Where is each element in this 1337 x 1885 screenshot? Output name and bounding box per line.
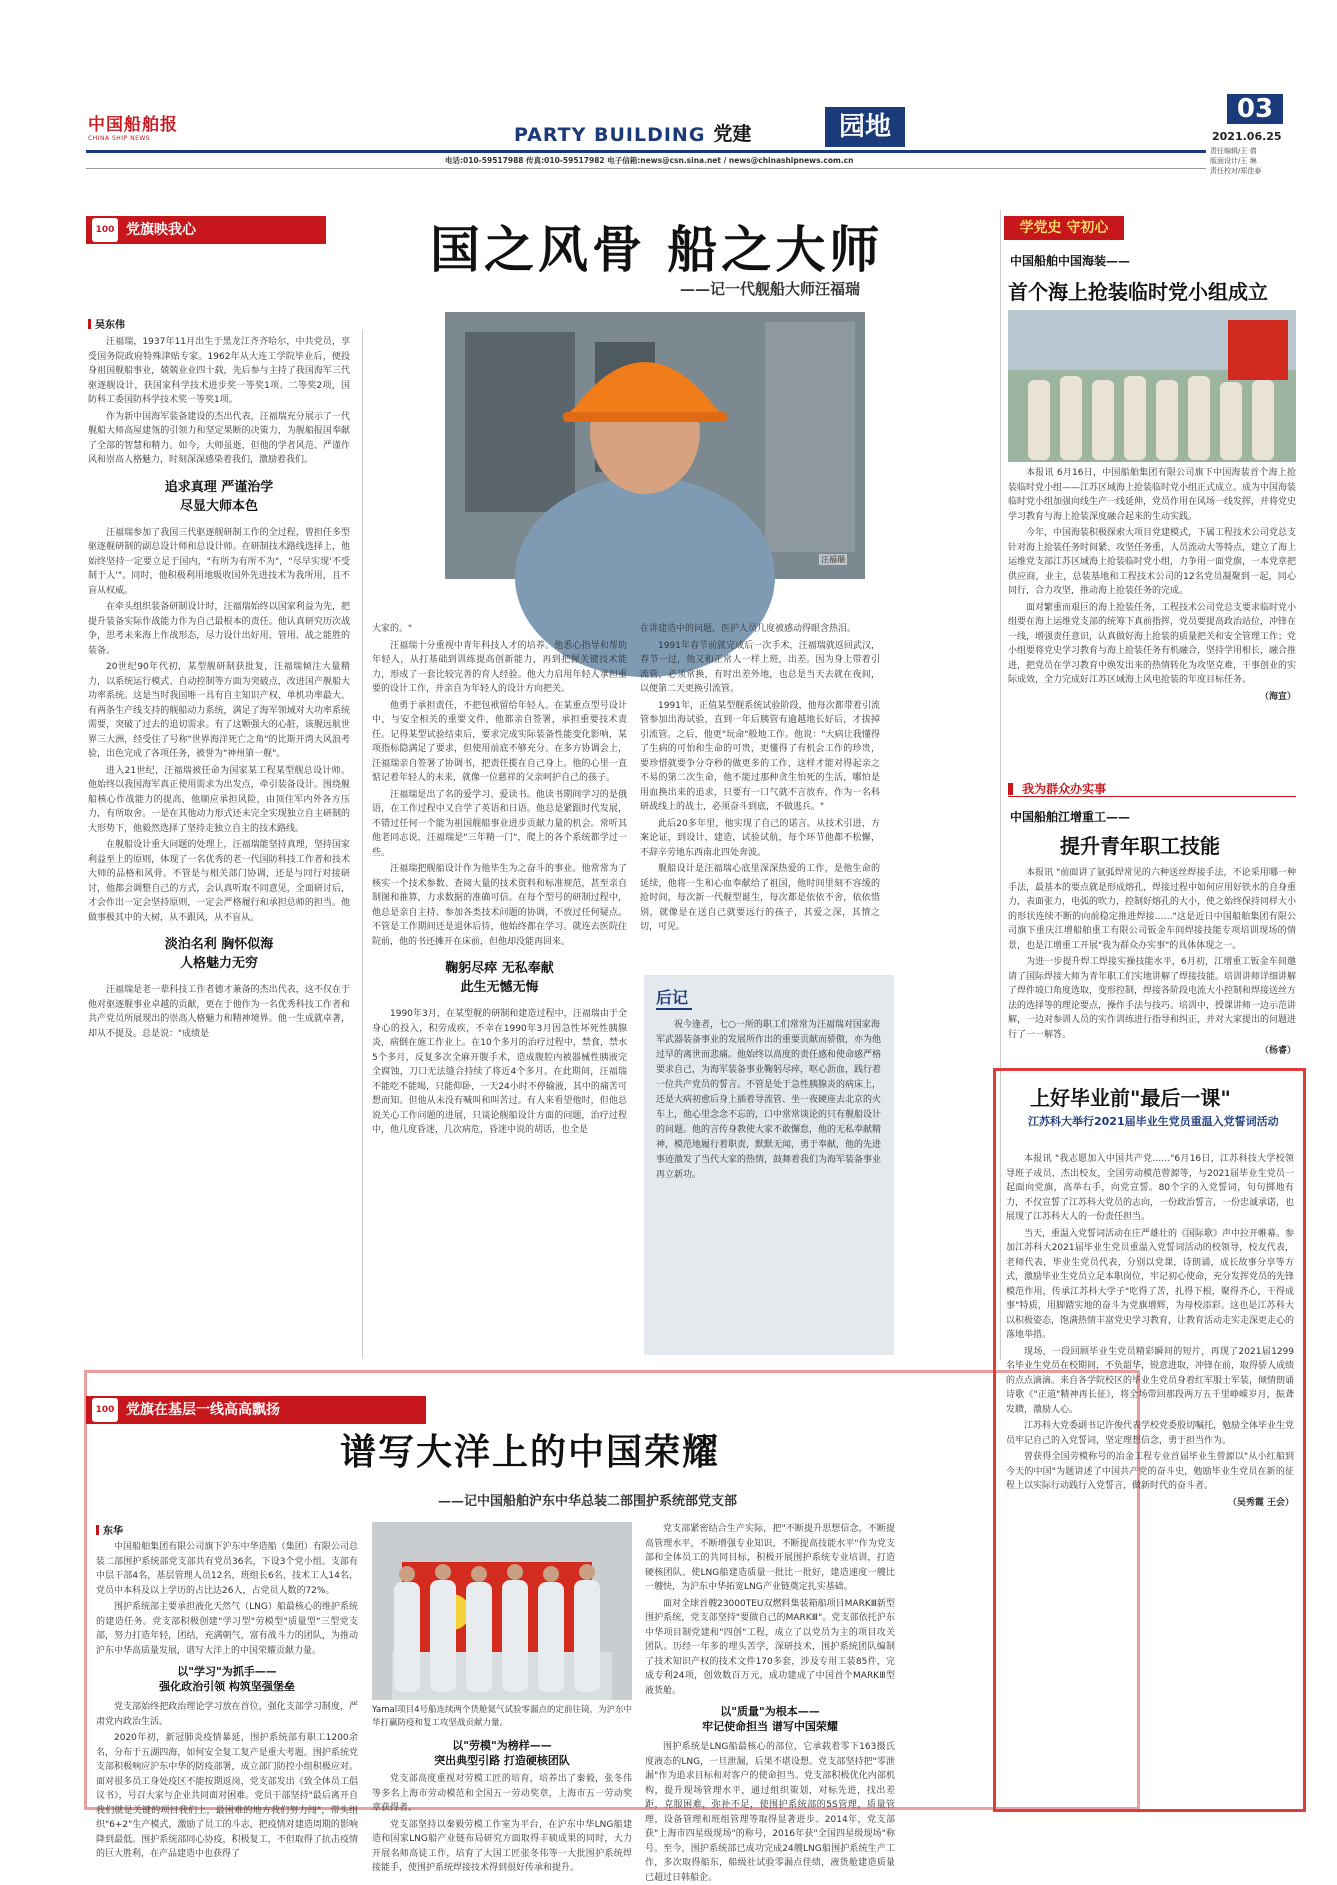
contact-line: 电话:010-59517988 传真:010-59517982 电子信箱:news@csn.sina.net / news@chinashipnews.com.cn [445, 156, 854, 165]
bottom-title: 谱写大洋上的中国荣耀 [340, 1431, 721, 1473]
bottom-col-3: 党支部紧密结合生产实际，把"不断提升思想信念，不断提高管理水平，不断增强专业知识，不断提高技能水平"作为党支部和全体员工的共同目标，积极开展围护系统专业培训，打造硬核团队。使LNG船建造质量一批比一批好，建造速度一艘比一艘快，为沪东中华拓宽LNG产业链奠定扎实基础。 面对全球首艘23000TEU双燃料集装箱船项目MARKⅢ新型围护系统，党支部坚持"要做自己的MARKⅢ"。党支部依托沪东中华项目制党建和"四创"工程，成立了以党员为主的项目攻关团队。历经一年多的埋头苦学，深研技术，围护系统团队编制了技术知识产权的技术文件170多套，涉及专用工装85件，完成专利24项，创效数百万元，成功建成了中国首个MARKⅢ型液货舱。 以"质量"为根本—— 牢记使命担当 谱写中国荣耀 围护系统是LNG船最核心的部位，它承载着零下163摄氏度液态的LNG，一旦泄漏，后果不堪设想。党支部坚持把"零泄漏"作为追求目标和对客户的使命担当。党支部积极优化内部机构，提升现场管理水平，通过组织策划，对标先进，找出差距，克服困难，弥补不足，使围护系统部的5S管理，质量管理，设备管理和班组管理等取得显著进步。2014年，党支部获"上海市四星级现场"的称号，2016年获"全国四星级现场"称号。至今，围护系统部已成功完成24艘LNG船围护系统生产工作，多次取得船东，船级社试验零漏点佳绩，液货舱建造质量已超过日韩船企。 [645, 1524, 895, 1883]
right-top-body: 本报讯 6月16日，中国船舶集团有限公司旗下中国海装首个海上抢装临时党小组——江苏区域海上抢装临时党小组正式成立。成为中国海装临时党小组加强向线生产一线延伸，党员作用在风场一线发挥，并将党史学习教育与海上抢装深度融合起来的生动实践。 今年，中国海装积极探索大项目党建模式，下属工程技术公司党总支针对海上抢装任务时间紧、攻坚任务重，人员流动大等特点，建立了海上运维党支部江苏区域海上抢装临时党小组，力争用一面党旗，一本党章把供应商，业主，总装基地和工程技术公司的12名党员凝聚到一起，同心同行，合力攻坚，推动海上抢装任务的完成。 面对繁重而艰巨的海上抢装任务，工程技术公司党总支要求临时党小组要在海上运维党支部的统筹下真前指挥，党员要提高政治站位，冲锋在一线，增强责任意识，认真做好海上抢装的质量把关和安全管理工作；党小组要将党史学习教育与海上抢装任务有机融合，坚持学用相长，融合推进，把党员在学习教育中焕发出来的热情转化为攻坚克难，干事创业的实际成效，全力完成好江苏区域海上风电抢装的年度目标任务。 （海宣） [1008, 466, 1296, 766]
right-bottom-title: 上好毕业前"最后一课" [1030, 1086, 1231, 1110]
team-photo-caption: Yamal项目4号船连续两个货舱氦气试验零漏点的定前往镜，为沪东中华打赢防疫和复工攻坚战贡献力量。 [372, 1705, 632, 1728]
centenary-badge-icon: 100 [92, 218, 118, 242]
feature-col-3: 在讲建造中的问题，医护人员几度被感动得眼含热泪。 1991年春节前就完成后一次手术，汪福瑞就返回武汉，春节一过，他又和正常人一样上班，出差。因为身上带着引流管，必须常换，有时出差外地，也总是当天去就在夜间，以便第二天更换引流管。 1991年，正值某型舰系统试验阶段，他每次都带着引流管参加出海试验，直到一年后胰管有逾越地长好后，才拔掉引流管。之后，他更"玩命"般地工作。他说："大病让我懂得了生病的可怕和生命的可贵，更懂得了有机会工作的珍贵，要珍惜就要争分夺秒的做更多的工作，这样才能对得起亲之不易的第二次生命，他不能过那种贪生怕死的生活，哪怕是用血换出来的追求，只要有一口气就不言放弃，作为一名科研战线上的战士，必须奋斗到底，不做逃兵。" 此后20多年里，他实现了自己的诺言。从技术引进，方案论证，到设计，建造，试验试航，每个环节他都不松懈，不辞辛劳地东西南北四处奔波。 舰船设计是汪福瑞心底里深深热爱的工作，是他生命的延续，他将一生和心血奉献给了祖国，他时间里刻不容缓的抢时间，每次新一代舰型诞生，每次都是依依不舍，依依惜别，就像是在送自己就要远行的孩子，其爱之深，其情之切，可见。 [640, 624, 880, 932]
right-mid-marker [1008, 783, 1013, 795]
logo-en: CHINA SHIP NEWS [88, 135, 151, 142]
section-tag: 园地 [825, 107, 905, 147]
section-cn: 党建 [713, 123, 752, 145]
bottom-col-1: 中国船舶集团有限公司旗下沪东中华造船（集团）有限公司总装二部围护系统部党支部共有党员36名，下设3个党小组。支部有中层干部4名，基层管理人员12名，班组长6名，技术工人14名，党员中本科及以上学历的占比达26人，占党员人数的72%。 围护系统部主要承担液化天然气（LNG）船最核心的维护系统的建造任务。党支部积极创建"学习型"劳模型"质量型"三型党支部，努力打造年轻，团结，充满朝气，富有战斗力的团队，为推动沪东中华高质量发展，谱写大洋上的中国荣耀贡献力量。 以"学习"为抓手—— 强化政治引领 构筑坚强堡垒 党支部始终把政治理论学习放在首位，强化支部学习制度，严肃党内政治生活。 2020年初，新冠肺炎疫情暴延，围护系统部有职工1200余名，分布于五湖四海，如何安全复工复产是重大考题。围护系统党支部积极响应沪东中华的防疫部署，成立部门防控小组积极应对。面对很多员工身处疫区不能按期返岗，党支部发出《致全体员工倡议书》，号召大家与企业共同面对困难。党员干部坚持"最后离开自我们就是关键的项目我们上，最困难的地方我们努力闯"，带头组织"6+2"生产模式，激励了员工的斗志，把疫情对建造周期的影响降到最低。围护系统部同心协疫，积极复工，不但取得了抗击疫情的巨大胜利，在产品建造中也获得了 [96, 1542, 358, 1859]
right-mid-kicker: 中国船舶江增重工—— [1010, 810, 1131, 824]
right-top-title: 首个海上抢装临时党小组成立 [1008, 280, 1268, 304]
right-bottom-signature: （吴秀霞 王会） [1227, 1497, 1294, 1508]
afterword-text: 祝今逢者，七○一所的职工们常常为汪福瑞对国家海军武器装备事业的发展所作出的重要贡献而骄傲，亦为他过早的离世而悲痛。他始终以高度的责任感和使命感严格要求自己，为海军装备事业鞠躬尽瘁，呕心沥血，践行着一位共产党员的誓言。不管是处于急性胰腺炎的病床上，还是大病初愈后身上插着导流管、坐一夜硬座去北京的火车上，他心里念念不忘的，口中常常谈论的只有舰船设计的问题。他的言传身教使大家不敢懈怠，他的无私奉献精神，模范地履行着职责，默默无闻，勇于奉献，他的先进事迹激发了当代大家的热情，鼓舞着我们为海军装备事业再立新功。 [656, 1020, 882, 1180]
right-bottom-body: 本报讯 "我志愿加入中国共产党……"6月16日，江苏科技大学校领导班子成员，杰出校友，全国劳动模范曾源等，与2021届毕业生党员一起面向党旗，高举右手，向党宣誓。80个字的入党誓词，句句掷地有力，不仅宣誓了江苏科大党员的志向，一份政治誓言，一份忠诚承诺，也展现了江苏科大人的一份责任担当。 当天，重温入党誓词活动在庄严雄壮的《国际歌》声中拉开帷幕。参加江苏科大2021届毕业生党员重温入党誓词活动的校领导，校友代表，老师代表，毕业生党员代表，分别以党课，诗朗诵，成长故事分享等方式，激励毕业生党员立足本职岗位，牢记初心使命，充分发挥党员的先锋模范作用，传承江苏科大学子"吃得了苦，扎得下根，聚得齐心，干得成事"特质，用脚踏实地的奋斗为党旗增辉，为母校添彩。这也是江苏科大以积极姿态，饱满热情丰富党史学习教育，让教育活动走实走深更走心的落地举措。 现场，一段回顾毕业生党员精彩瞬间的短片，再现了2021届1299名毕业生党员在校期间，不负韶华，锐意进取，冲锋在前，取得骄人成绩的点点滴滴。来自各学院校区的毕业生党员身着红军服士军装，倾情朗诵诗歌《"正道"精神再长征》，将全场带回那段两万五千里峥嵘岁月，振聋发聩，激励人心。 江苏科大党委副书记许俊代表学校党委殷切嘱托，勉励全体毕业生党员牢记自己的入党誓词，坚定理想信念，勇于担当作为。 曾获得全国劳模称号的冶金工程专业首届毕业生曾源以"从小红船到今天的中国"为题讲述了中国共产党的奋斗史，勉励毕业生党员在新的征程上以实际行动践行入党誓言，做新时代的奋斗者。 （吴秀霞 王会） [1006, 1152, 1294, 1802]
issue-date: 2021.06.25 [1212, 130, 1282, 143]
header-rule-blue [86, 150, 1206, 153]
right-top-label: 学党史 守初心 [1004, 216, 1124, 240]
centenary-badge-icon-2: 100 [92, 1398, 118, 1422]
right-top-signature: （海宣） [1259, 691, 1296, 702]
feature-col-1: 汪福瑞，1937年11月出生于黑龙江齐齐哈尔，中共党员，享受国务院政府特殊津贴专家。1962年从大连工学院毕业后，便投身祖国舰船事业，兢兢业业四十载，先后参与主持了我国海军三代驱逐舰设计，获国家科学技术进步奖一等奖1项、二等奖2项，国防科工委国防科学技术奖一等奖1项。 作为新中国海军装备建设的杰出代表，汪福瑞充分展示了一代舰船大师高屋建瓴的引领力和坚定果断的决策力，为舰船报国奉献了全部的智慧和精力。如今，大师虽逝，但他的学者风范、严谨作风和崇高人格魅力，时刻深深感染着我们，激励着我们。 追求真理 严谨治学 尽显大师本色 汪福瑞参加了我国三代驱逐舰研制工作的全过程，曾担任多型驱逐舰研制的副总设计师和总设计师。在研制技术路线选择上，他始终坚持一定要立足于国内，"有所为有所不为"，"尽早实现'不受制于人'"。同时，他积极利用地吸收国外先进技术为我所用，且不盲从权威。 在牵头组织装备研制设计时，汪福瑞始终以国家利益为先，把提升装备实际作战能力作为自己最根本的责任。他认真研究历次战争，思考未来海上作战形态，尽力设计出好用、管用、战之能胜的装备。 20世纪90年代初，某型舰研制获批复，汪福瑞倾注大量精力，以系统运行模式、自动控制等方面为突破点，改进国产舰船大功率系统。这是当时我国唯一具有自主知识产权、单机功率最大、有两条生产线支持的舰船动力系统，满足了海军领域对大功率系统需要，突破了过去的追切需求。有了这颗强大的心脏，该舰远航世界三大洲，经受住了号称"世界海洋死亡之角"的比斯开湾大风浪考验，出色完成了各项任务，被誉为"神州第一舰"。 进入21世纪，汪福瑞被任命为国家某工程某型舰总设计师。他始终以我国海军真正使用需求为出发点，牵引装备设计。围绕舰船核心作战能力的提高，他顺应承担风险，由顶住军内外各方压力，有所取舍。一是在其他动力形式还未完全实现独立自主研制的大形势下，他毅然选择了坚持走独立自主的技术路线。 在舰船设计重大问题的处理上，汪福瑞能坚持真理，坚持国家利益至上的原则，体现了一名优秀的老一代国防科技工作者和技术大师的品格和风骨。不管是与相关部门协调，还是与同行对接研讨，他都会调整自己的方式，会认真听取不同意见，全面研讨后，才会作出一定会坚持原则，一定会严格履行和承担总师的担当。他做事极其中的大树，从不跟风，从不盲从。 淡泊名利 胸怀似海 人格魅力无穷 汪福瑞是老一辈科技工作者德才兼备的杰出代表，这不仅在于他对驱逐舰事业卓越的贡献，更在于他作为一名优秀科技工作者和共产党员所展现出的崇高人格魅力和精神境界。他一生成就卓著，却从不提及。总是说："成绩是 [88, 337, 350, 1039]
masthead-logo [88, 110, 178, 142]
right-bottom-subtitle: 江苏科大举行2021届毕业生党员重温入党誓词活动 [1028, 1115, 1279, 1128]
right-mid-title: 提升青年职工技能 [1060, 834, 1220, 858]
bottom-col-2: 以"劳模"为榜样—— 突出典型引路 打造硬核团队 党支部高度重视对劳模工匠的培育，培养出了秦毅，张冬伟等多名上海市劳动模范和全国五一劳动奖章，上海市五一劳动奖章获得者。 党支部坚持以秦毅劳模工作室为平台，在沪东中华LNG船建造和国家LNG船产业链布局研究方面取得丰硕成果的同时，大力开展名师高徒工作，培育了大国工匠张冬伟等一大批围护系统焊接能手，使围护系统焊接技术得到很好传承和提升。 [372, 1739, 632, 1873]
right-mid-label: 我为群众办实事 [1008, 778, 1296, 797]
section-label-left: 100 党旗映我心 [86, 216, 326, 244]
subhead-3: 鞠躬尽瘁 无私奉献 此生无憾无悔 [445, 961, 554, 995]
portrait-figure-icon [445, 312, 865, 579]
header-rule-thin [86, 168, 1206, 169]
bottom-subhead-2: 以"劳模"为榜样—— 突出典型引路 打造硬核团队 [434, 1739, 570, 1767]
section-en: PARTY BUILDING [514, 124, 706, 146]
column-divider [362, 330, 363, 1358]
subhead-1: 追求真理 严谨治学 尽显大师本色 [164, 479, 274, 514]
logo-cn: 中国船舶报 [88, 115, 178, 135]
feature-author: 吴东伟 [88, 316, 125, 331]
right-mid-signature: （杨睿） [1259, 1046, 1296, 1056]
bottom-subhead-1: 以"学习"为抓手—— 强化政治引领 构筑坚强堡垒 [159, 1665, 295, 1693]
right-top-kicker: 中国船舶中国海装—— [1010, 254, 1131, 268]
afterword-title: 后记 [656, 985, 692, 1010]
section-label-bottom: 100 党旗在基层一线高高飘扬 [86, 1396, 426, 1424]
feature-title: 国之风骨 船之大师 [430, 220, 884, 279]
photo-caption: 汪福瑞 [821, 555, 845, 564]
right-top-photo [1008, 310, 1296, 462]
feature-subtitle: ——记一代舰船大师汪福瑞 [680, 280, 861, 298]
right-mid-body: 本报讯 "前面讲了氩弧焊常见的六种送丝焊接手法，不论采用哪一种手法，最基本的要点就是形成熔孔，焊接过程中如何应用好铁水的自身重力，表面张力，电弧的吹力，控制好熔孔的大小，使之始终保持同样大小的形状连续不断的向前稳定推进焊接……"这是近日中国船舶集团有限公司旗下重庆江增船舶重工有限公司钣金车间焊接技能专项培训现场的情景，也是江增重工开展"我为群众办实事"的具体体现之一。 为进一步提升焊工焊接实操技能水平，6月初，江增重工钣金车间邀请了国际焊接大师为青年职工们实地讲解了焊接技能。培训讲师详细讲解了焊件坡口角度选取，变形控制，焊接各阶段电流大小控制和焊接送丝方法的选择等的理论要点，操作手法与技巧。培训中，授课讲师一边示范讲解，一边对参训人员的实作训练进行指导和纠正，并对大家提出的问题进行了一一解答。 （杨睿） [1008, 866, 1296, 1056]
bottom-subtitle: ——记中国船舶沪东中华总装二部围护系统部党支部 [438, 1494, 738, 1509]
editors: 责任编辑/王 倩 版面设计/王 琳 责任校对/郑佳泰 [1210, 147, 1262, 175]
team-flag-icon [372, 1522, 632, 1700]
group-photo-flag-icon [1008, 310, 1296, 462]
feature-col-2: 大家的。" 汪福瑞十分重视中青年科技人才的培养。他悉心指导和帮助年轻人，从打基础到训练提高创新能力，再到把握关键技术能力，形成了一套比较完善的育人经验。他大力启用年轻人承担重要的设计工作，并亲自为年轻人的设计方向把关。 他勇于承担责任，不把包袱留给年轻人。在某重点型号设计中，与安全相关的重要文件，他都亲自签署，承担重要技术责任。记得某型试验结束后，要求完成实际装备性能变化影响，某项指标隐满足了要求，但使用前底不够充分。在多方协调会上，汪福瑞亲自签署了协调书，把责任揽在自己身上。他的心里一直惦记着年轻人的未来，就像一位慈祥的父亲呵护自己的孩子。 汪福瑞是出了名的爱学习、爱读书。他读书期间学习的是俄语，在工作过程中又自学了英语和日语。他总是紧跟时代发展，不错过任何一个能为祖国舰船事业进步贡献力量的机会。常听其他老同志说，汪福瑞是"三年精一门"，爬上的各个系统都学过一些。 汪福瑞把舰船设计作为他毕生为之奋斗的事业。他常常为了核实一个技术参数、查阅大量的技术资料和标准规范，甚至亲自制图和推算，力求数据的准确可信。在每个型号的研制过程中，他总是亲自主持、参加各类技术问题的协调，不放过任何疑点。不管是工作期间还是退休后待，他始终都在学习。就连去医院住院前，他的书还摊开在床前，但他却没能再回来。 鞠躬尽瘁 无私奉献 此生无憾无悔 1990年3月，在某型舰的研制和建造过程中，汪福瑞由于全身心的投入，积劳成疾，不幸在1990年3月因急性坏死性胰腺炎，病倒在施工作业上。在10个多月的治疗过程中，禁食，禁水5个多月，反复多次全麻开腹手术，造成腹腔内被器械性胰液完全腐蚀，刀口无法缝合持续了将近4个多月。在此期间，汪福瑞不能吃不能喝，只能仰卧，一天24小时不停输液，其中的痛苦可想而知。但他从未没有喊叫和叫苦过。有人来看望他时，但他总说关心工作问题的进展，只谈论舰船设计方面的问题，治疗过程中，他几度昏迷，几次病危，昏迷中说的胡话，也全是 [372, 624, 627, 1135]
portrait-photo [445, 312, 865, 579]
team-photo [372, 1522, 632, 1700]
bottom-subhead-3: 以"质量"为根本—— 牢记使命担当 谱写中国荣耀 [702, 1705, 838, 1733]
afterword-box [644, 975, 894, 1355]
subhead-2: 淡泊名利 胸怀似海 人格魅力无穷 [164, 937, 274, 971]
bottom-author: 东华 [96, 1522, 123, 1537]
section-header [514, 112, 751, 146]
page-number: 03 [1227, 94, 1283, 124]
